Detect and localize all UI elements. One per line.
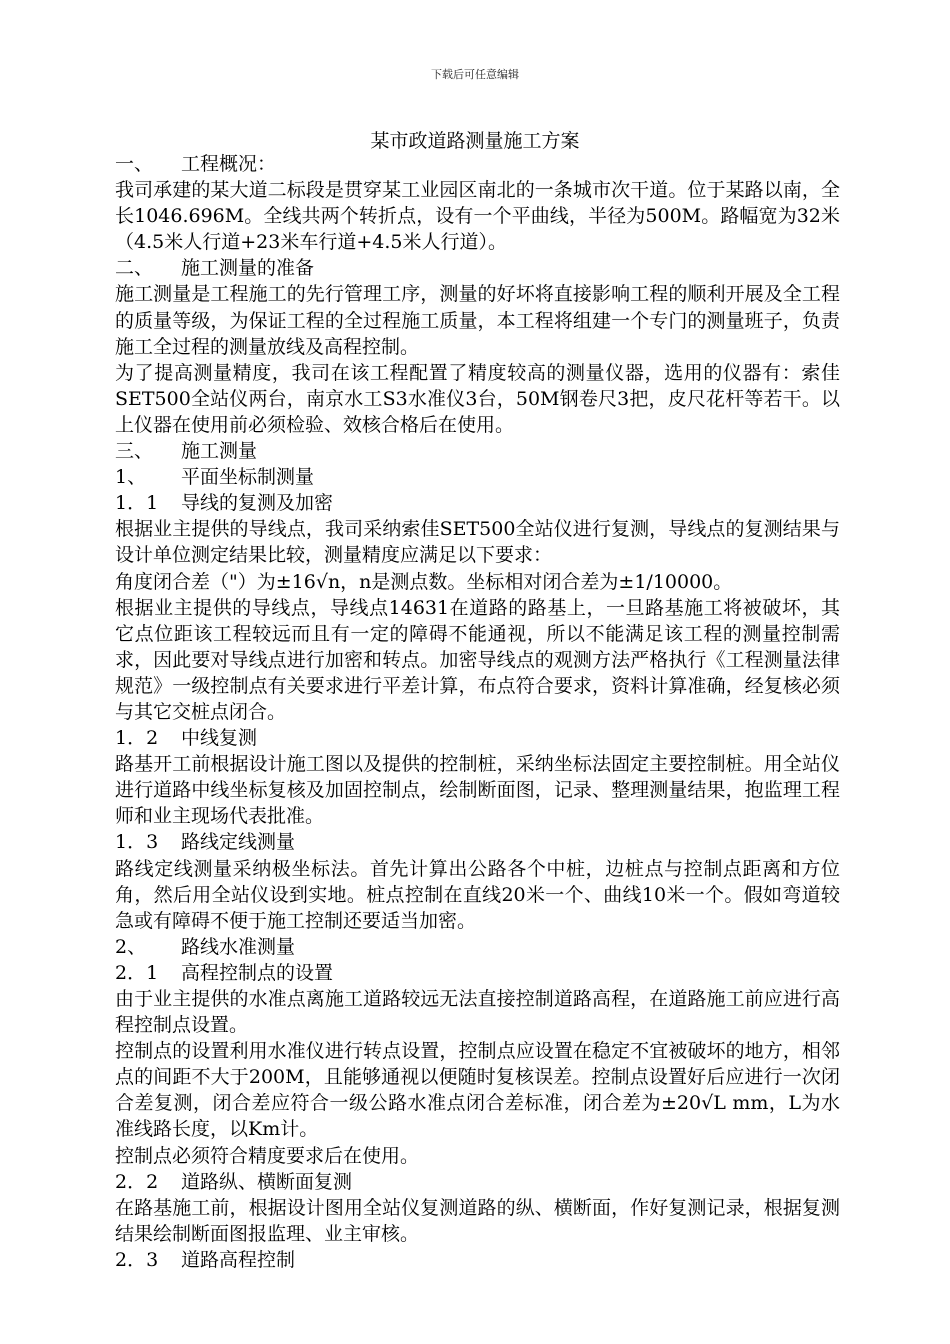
document-title: 某市政道路测量施工方案: [370, 130, 580, 152]
subsection-number: 2、: [115, 935, 147, 958]
section-title: 工程概况：: [181, 153, 277, 175]
subsection-heading-2: [115, 934, 840, 960]
paragraph: 根据业主提供的导线点，我司采纳索佳SET500全站仪进行复测，导线点的复测结果与设计单位测定结果比较，测量精度应满足以下要求：: [115, 518, 840, 567]
section-number: 三、: [115, 440, 154, 463]
subsection-heading-1-2: [115, 725, 840, 751]
subsection-heading-2-1: [115, 960, 840, 986]
subsection-number: 1．2: [115, 727, 159, 750]
subsection-title: 中线复测: [181, 727, 258, 750]
subsection-number: 2．1: [115, 961, 159, 984]
subsection-number: 2．2: [115, 1170, 159, 1193]
subsection-heading-1-3: [115, 829, 840, 855]
section-heading-3: [115, 438, 840, 464]
paragraph: 在路基施工前，根据设计图用全站仪复测道路的纵、横断面，作好复测记录，根据复测结果绘制断面图报监理、业主审核。: [115, 1196, 840, 1245]
subsection-heading-2-3: [115, 1247, 840, 1273]
paragraph: 控制点的设置利用水准仪进行转点设置，控制点应设置在稳定不宜被破坏的地方，相邻点的间距不大于200M，且能够通视以便随时复核误差。控制点设置好后应进行一次闭合差复测，闭合差应符合一级公路水准点闭合差标准，闭合差为±20√L mm，L为水准线路长度，以Km计。: [115, 1040, 840, 1141]
section-heading-1: [115, 151, 840, 177]
subsection-number: 1．1: [115, 492, 159, 515]
section-heading-2: [115, 255, 840, 281]
subsection-number: 2．3: [115, 1248, 159, 1271]
paragraph: 路基开工前根据设计施工图以及提供的控制桩，采纳坐标法固定主要控制桩。用全站仪进行道路中线坐标复核及加固控制点，绘制断面图，记录、整理测量结果，抱监理工程师和业主现场代表批准。: [115, 753, 840, 828]
subsection-number: 1、: [115, 466, 147, 489]
paragraph: 为了提高测量精度，我司在该工程配置了精度较高的测量仪器，选用的仪器有：索佳SET500全站仪两台，南京水工S3水准仪3台，50M钢卷尺3把，皮尺花杆等若干。以上仪器在使用前必须检验、效核合格后在使用。: [115, 361, 840, 436]
subsection-title: 高程控制点的设置: [181, 961, 334, 984]
paragraph: 由于业主提供的水准点离施工道路较远无法直接控制道路高程，在道路施工前应进行高程控制点设置。: [115, 988, 840, 1037]
paragraph: 路线定线测量采纳极坐标法。首先计算出公路各个中桩，边桩点与控制点距离和方位角，然后用全站仪设到实地。桩点控制在直线20米一个、曲线10米一个。假如弯道较急或有障碍不便于施工控制还要适当加密。: [115, 857, 840, 932]
paragraph: 控制点必须符合精度要求后在使用。: [115, 1144, 420, 1167]
section-title: 施工测量的准备: [181, 257, 315, 280]
subsection-heading-1: [115, 464, 840, 490]
section-title: 施工测量: [181, 440, 258, 463]
subsection-title: 导线的复测及加密: [181, 492, 334, 515]
subsection-number: 1．3: [115, 831, 159, 854]
section-number: 二、: [115, 257, 154, 280]
paragraph: 我司承建的某大道二标段是贯穿某工业园区南北的一条城市次干道。位于某路以南，全长1046.696M。全线共两个转折点，设有一个平曲线，半径为500M。路幅宽为32米（4.5米人行道+23米车行道+4.5米人行道）。: [115, 179, 840, 254]
subsection-title: 路线水准测量: [181, 935, 296, 958]
subsection-title: 平面坐标制测量: [181, 466, 315, 489]
subsection-heading-2-2: [115, 1169, 840, 1195]
subsection-title: 道路纵、横断面复测: [181, 1170, 353, 1193]
paragraph: 根据业主提供的导线点，导线点14631在道路的路基上，一旦路基施工将被破坏，其它点位距该工程较远而且有一定的障碍不能通视，所以不能满足该工程的测量控制需求，因此要对导线点进行加密和转点。加密导线点的观测方法严格执行《工程测量法律规范》一级控制点有关要求进行平差计算，布点符合要求，资料计算准确，经复核必须与其它交桩点闭合。: [115, 596, 840, 723]
subsection-title: 路线定线测量: [181, 831, 296, 854]
paragraph: 角度闭合差（"）为±16√n，n是测点数。坐标相对闭合差为±1/10000。: [115, 570, 733, 593]
page-header-note: 下载后可任意编辑: [431, 68, 519, 81]
section-number: 一、: [115, 153, 154, 175]
subsection-title: 道路高程控制: [181, 1248, 296, 1271]
paragraph: 施工测量是工程施工的先行管理工序，测量的好坏将直接影响工程的顺利开展及全工程的质量等级，为保证工程的全过程施工质量，本工程将组建一个专门的测量班子，负责施工全过程的测量放线及高程控制。: [115, 283, 840, 358]
subsection-heading-1-1: [115, 490, 840, 516]
document-body: [115, 151, 840, 1273]
